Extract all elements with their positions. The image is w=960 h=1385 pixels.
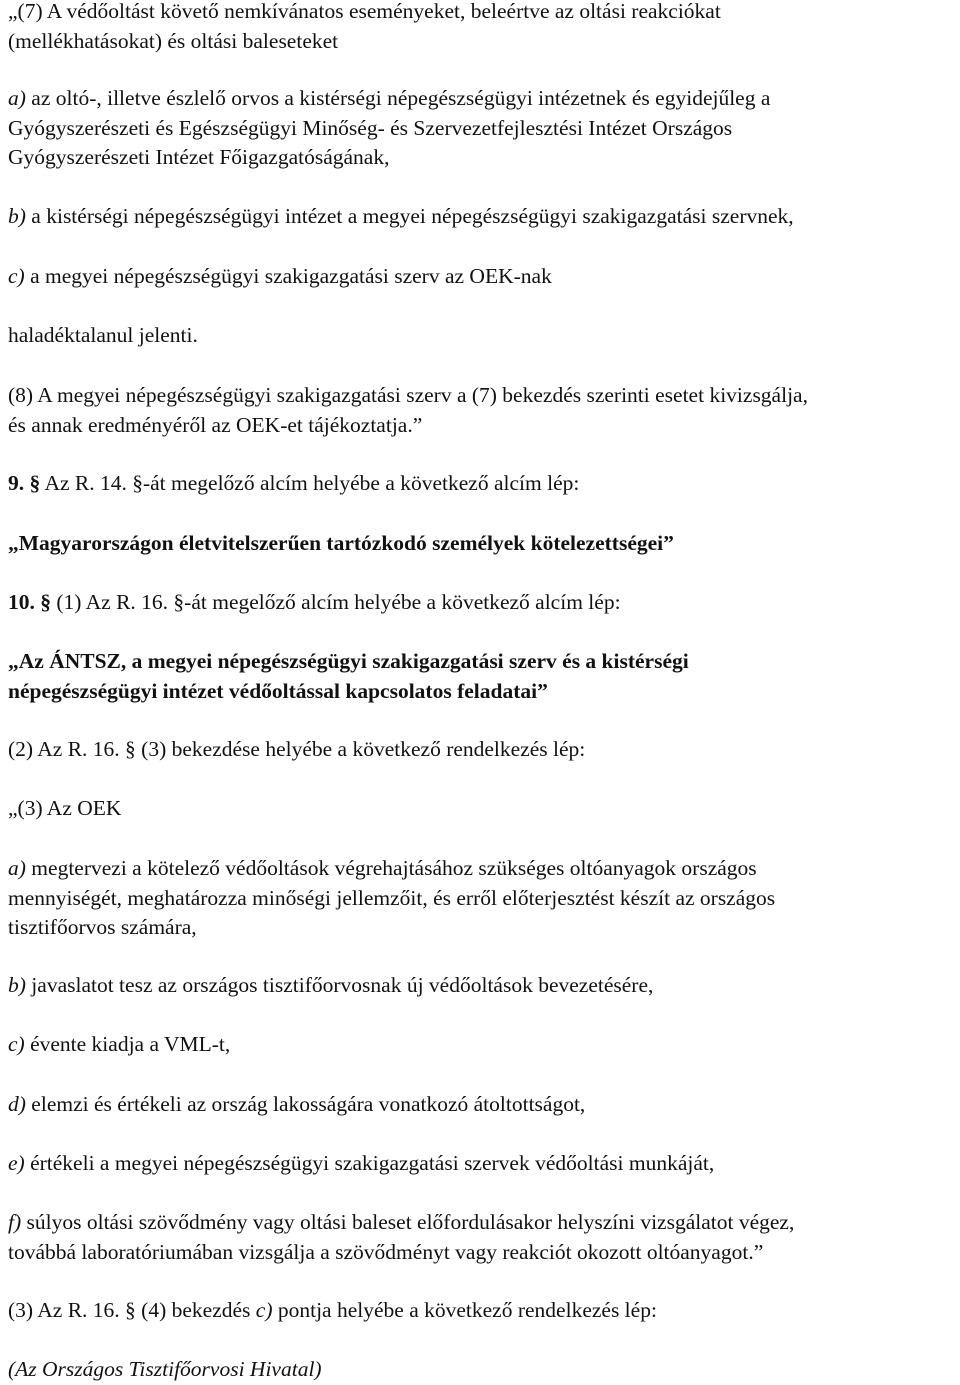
paragraph-7 [8,0,953,56]
point-a-line-2: Gyógyszerészeti és Egészségügyi Minőség- és Szervezetfejlesztési Intézet Országos [8,115,733,140]
oek-point-b-letter: b) [8,973,26,997]
oek-point-b-text: javaslatot tesz az országos tisztifőorvosnak új védőoltások bevezetésére, [25,973,654,997]
subtitle-heading-9: „Magyarországon életvitelszerűen tartózkodó személyek kötelezettségei” [8,531,674,555]
oek-point-f-text: súlyos oltási szövődmény vagy oltási baleset előfordulásakor helyszíni vizsgálatot végez, [21,1210,795,1234]
section-9 [8,469,953,499]
oek-point-f-letter: f) [8,1210,22,1234]
oek-point-e-letter: e) [8,1151,25,1175]
oek-point-c-letter: c) [8,1032,25,1056]
paragraph-8 [8,381,953,440]
section-10-paragraph-2: (2) Az R. 16. § (3) bekezdése helyébe a következő rendelkezés lép: [8,737,586,761]
oek-point-d [8,1090,953,1120]
oek-point-a-letter: a) [8,856,26,880]
heading-10-line-2: népegészségügyi intézet védőoltással kapcsolatos feladatai” [8,678,548,703]
heading-10-line-1: „Az ÁNTSZ, a megyei népegészségügyi szakigazgatási szerv és a kistérségi [8,649,689,673]
oek-point-c-text: évente kiadja a VML-t, [24,1032,231,1056]
office-name-parenthetical: (Az Országos Tisztifőorvosi Hivatal) [8,1357,322,1381]
paragraph-7-line-2: (mellékhatásokat) és oltási baleseteket [8,28,339,53]
paragraph-8-line-1: (8) A megyei népegészségügyi szakigazgatási szerv a (7) bekezdés szerinti esetet kivizsgálja, [8,383,808,407]
section-10-paragraph-3: (3) Az R. 16. § (4) bekezdés c) pontja helyébe a következő rendelkezés lép: [8,1298,657,1322]
section-10-number: 10. § [8,590,51,614]
section-9-text: Az R. 14. §-át megelőző alcím helyébe a következő alcím lép: [40,471,580,495]
paragraph-7-point-b [8,202,953,232]
section-10-3-letter: c) [255,1298,273,1322]
paragraph-7-point-a [8,84,953,173]
point-a-line-1 [8,84,953,114]
paragraph-7-closing: haladéktalanul jelenti. [8,323,198,347]
section-9-number: 9. § [8,471,41,495]
oek-point-e [8,1149,953,1179]
point-b-letter: b) [8,204,26,228]
oek-point-a-text: megtervezi a kötelező védőoltások végrehajtásához szükséges oltóanyagok országos [25,856,757,880]
paragraph-7-line-1: „(7) A védőoltást követő nemkívánatos eseményeket, beleértve az oltási reakciókat [8,0,721,23]
point-a-text: az oltó-, illetve észlelő orvos a kistérségi népegészségügyi intézetnek és egyidejűleg a [25,86,771,110]
oek-point-c [8,1030,953,1060]
point-c-letter: c) [8,264,25,288]
section-10 [8,588,953,618]
point-a-letter: a) [8,86,26,110]
oek-point-d-letter: d) [8,1092,26,1116]
point-b-text: a kistérségi népegészségügyi intézet a megyei népegészségügyi szakigazgatási szervnek, [25,204,794,228]
point-c-text: a megyei népegészségügyi szakigazgatási szerv az OEK-nak [24,264,552,288]
oek-point-d-text: elemzi és értékeli az ország lakosságára vonatkozó átoltottságot, [25,1092,586,1116]
paragraph-8-line-2: és annak eredményéről az OEK-et tájékoztatja.” [8,412,423,437]
oek-point-a: a) megtervezi a kötelező védőoltások végrehajtásához szükséges oltóanyagok országos mennyiségét, meghatározza minőségi jellemzőit, és erről előterjesztést készít az országos tisztifőorvos számára, [8,856,776,939]
oek-intro: „(3) Az OEK [8,796,122,820]
oek-point-b [8,971,953,1001]
section-10-text: (1) Az R. 16. §-át megelőző alcím helyébe a következő alcím lép: [51,590,621,614]
oek-point-f: f) súlyos oltási szövődmény vagy oltási baleset előfordulásakor helyszíni vizsgálatot végez, továbbá laboratóriumában vizsgálja a szövődményt vagy reakciót okozott oltóanyagot.” [8,1210,795,1264]
point-a-line-3: Gyógyszerészeti Intézet Főigazgatóságának, [8,145,390,169]
oek-point-e-text: értékeli a megyei népegészségügyi szakigazgatási szervek védőoltási munkáját, [24,1151,715,1175]
subtitle-heading-10 [8,647,953,706]
paragraph-7-point-c [8,262,953,292]
